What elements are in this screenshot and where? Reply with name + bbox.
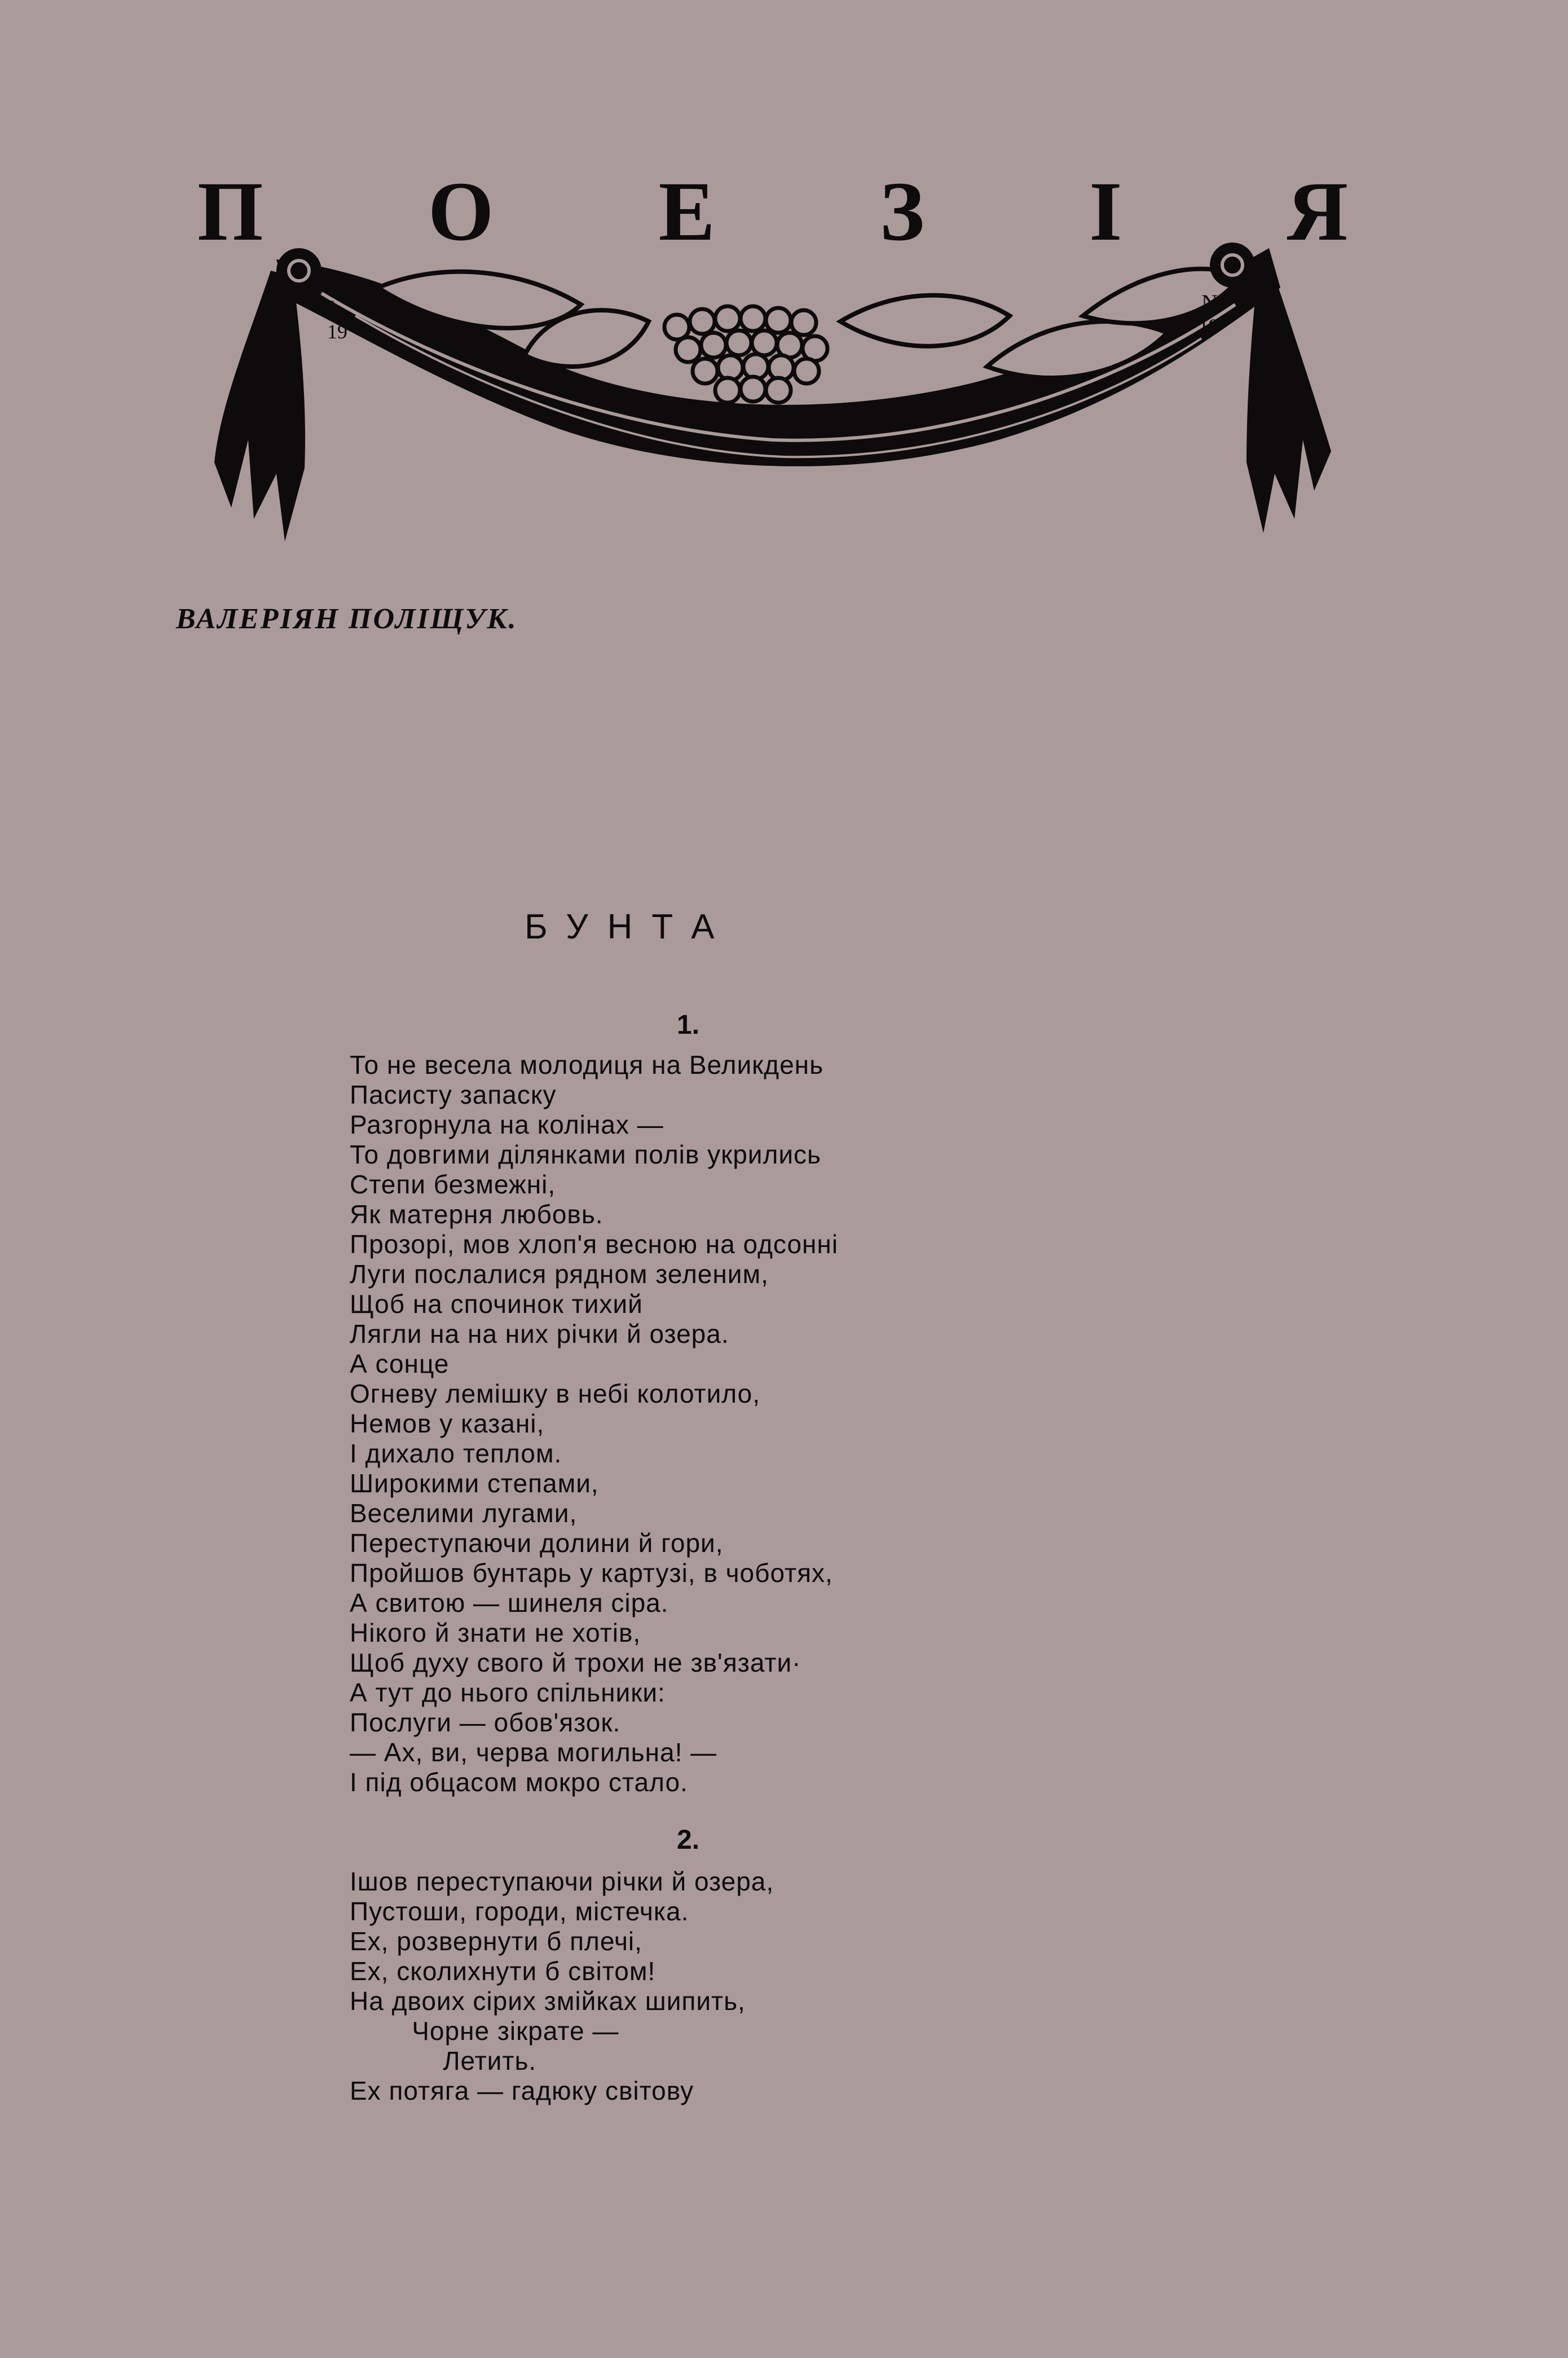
poem-line: Пройшов бунтарь у картузі, в чоботях,	[350, 1558, 833, 1588]
grapes-ornament	[664, 306, 827, 403]
poem-line: А тут до нього спільники:	[350, 1678, 666, 1707]
stanza-2	[350, 1867, 774, 2106]
poem-line: То довгими ділянками полів укрились	[350, 1140, 822, 1169]
poem-line: Щоб духу свого й трохи не зв'язати·	[350, 1648, 801, 1677]
stanza-1	[350, 1050, 838, 1797]
poem-line: Веселими лугами,	[350, 1498, 578, 1528]
poem-line: То не весела молодиця на Великдень	[350, 1050, 824, 1079]
poem-line: Послуги — обов'язок.	[350, 1708, 621, 1737]
poem-title: БУНТА	[525, 907, 734, 946]
poem-line: На двоих сірих змійках шипить,	[350, 1986, 746, 2016]
monogram-left: Г.	[321, 296, 338, 321]
leaf-ornament	[840, 296, 1010, 346]
poem-line: Переступаючи долини й гори,	[350, 1528, 724, 1558]
poem-line: Огневу лемішку в небі колотило,	[350, 1379, 761, 1408]
poem-line: Лягли на на них річки й озера.	[350, 1319, 729, 1348]
poem-line: Луги послалися рядном зеленим,	[350, 1259, 769, 1289]
title-letter: П	[197, 165, 263, 258]
poem-line: Пустоши, городи, містечка.	[350, 1897, 689, 1926]
title-letter: І	[1089, 165, 1122, 258]
poem-line: Щоб на спочинок тихий	[350, 1289, 643, 1319]
poem-line: — Ах, ви, черва могильна! —	[350, 1738, 717, 1767]
poem-line: І під обцасом мокро стало.	[350, 1768, 688, 1797]
rosette-right	[1210, 243, 1255, 288]
monogram-right: N	[1201, 290, 1218, 315]
poem-line: А свитою — шинеля сіра.	[350, 1588, 669, 1617]
section-number: 2.	[677, 1825, 700, 1855]
poem-line: Немов у казані,	[350, 1409, 545, 1438]
drape-ornament	[209, 226, 1342, 541]
poem-line: Степи безмежні,	[350, 1170, 556, 1199]
poem-line: Нікого й знати не хотів,	[350, 1618, 641, 1647]
poem-line: Разгорнула на колінах —	[350, 1110, 664, 1139]
poem-line: Ех потяга — гадюку світову	[350, 2076, 694, 2105]
poem-line: Летить.	[350, 2046, 537, 2075]
title-letter: З	[879, 165, 924, 258]
svg-text:19: 19	[1199, 315, 1219, 337]
poem-line: А сонце	[350, 1349, 450, 1378]
poem-line: Ішов переступаючи річки й озера,	[350, 1867, 774, 1896]
poem-line: Прозорі, мов хлоп'я весною на одсонні	[350, 1229, 839, 1259]
poem-line: Як матерня любовь.	[350, 1200, 604, 1229]
poem-line: Ех, розвернути б плечі,	[350, 1927, 642, 1956]
svg-text:19: 19	[327, 320, 347, 343]
section-number: 1.	[677, 1010, 700, 1040]
title-letter: О	[428, 165, 494, 258]
drape-left-tail	[214, 271, 305, 541]
rosette-left	[276, 248, 321, 293]
poem-line: Пасисту запаску	[350, 1080, 557, 1109]
poem-line: Ех, сколихнути б світом!	[350, 1956, 656, 1986]
poem-line: Широкими степами,	[350, 1469, 599, 1498]
title-letter: Е	[658, 165, 715, 258]
poem-line: І дихало теплом.	[350, 1439, 562, 1468]
title-letter: Я	[1287, 165, 1348, 258]
poem-line: Чорне зікрате —	[350, 2016, 619, 2046]
author-name: ВАЛЕРІЯН ПОЛІЩУК.	[176, 603, 518, 635]
